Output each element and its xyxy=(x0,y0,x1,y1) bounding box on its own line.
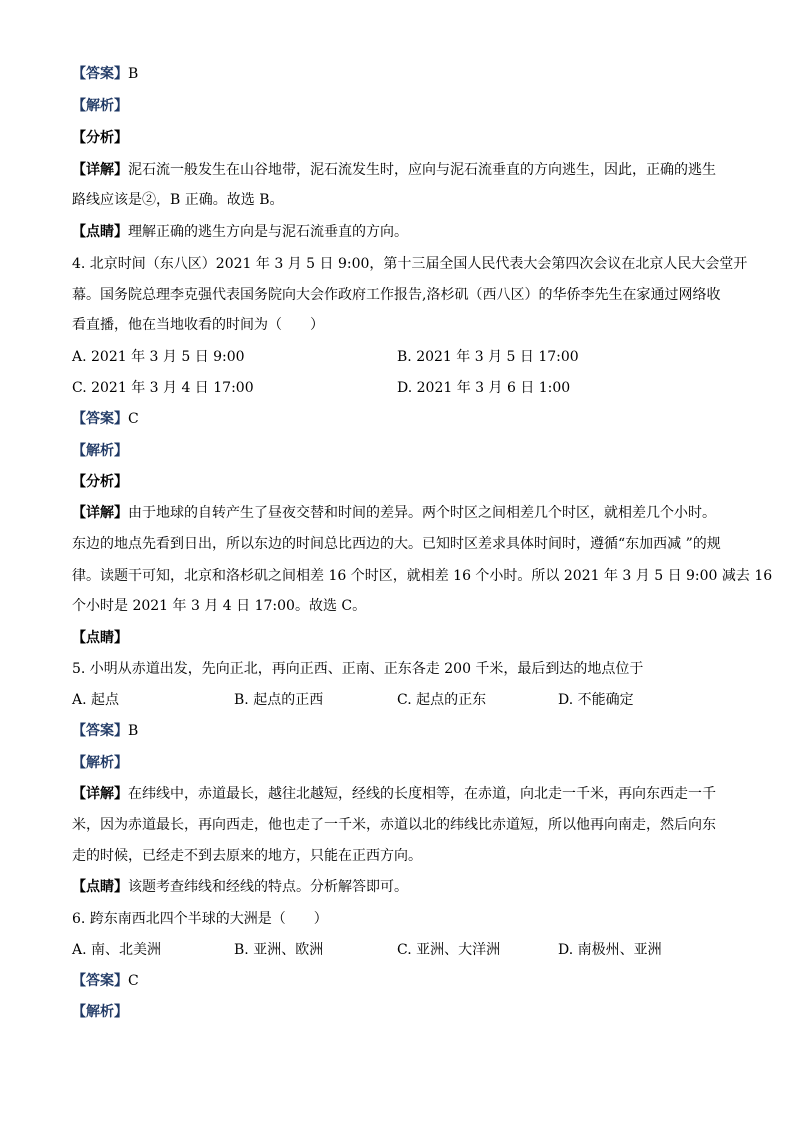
q6-option-b: B. 亚洲、欧洲 xyxy=(234,942,324,958)
q4-option-d: D. 2021 年 3 月 6 日 1:00 xyxy=(397,380,571,396)
detail-label: 【详解】 xyxy=(72,786,128,802)
q4-analysis-line xyxy=(72,441,732,461)
detail-text: 泥石流一般发生在山谷地带，泥石流发生时，应向与泥石流垂直的方向逃生，因此，正确的逃生 xyxy=(128,162,716,178)
q5-option-b: B. 起点的正西 xyxy=(234,692,324,708)
detail-label: 【详解】 xyxy=(72,505,128,521)
q6-option-c: C. 亚洲、大洋洲 xyxy=(397,942,501,958)
answer-label: 【答案】 xyxy=(72,66,128,82)
detail-label: 【详解】 xyxy=(72,162,128,178)
q5-stem: 5. 小明从赤道出发，先向正北，再向正西、正南、正东各走 200 千米，最后到达的地点位于 xyxy=(72,661,644,677)
analysis-label: 【解析】 xyxy=(72,755,128,771)
fenxi-label: 【分析】 xyxy=(72,130,128,146)
fenxi-label: 【分析】 xyxy=(72,474,128,490)
answer-label: 【答案】 xyxy=(72,411,128,427)
q4-stem-line-3: 看直播，他在当地收看的时间为（ ） xyxy=(72,317,324,333)
q4-fenxi-line xyxy=(72,472,732,492)
answer-label: 【答案】 xyxy=(72,723,128,739)
q3-answer-line xyxy=(72,64,732,84)
q5-answer-line xyxy=(72,721,732,741)
q4-detail-line-1 xyxy=(72,503,732,523)
dianjing-text: 该题考查纬线和经线的特点。分析解答即可。 xyxy=(128,879,408,895)
q4-detail-line-2: 东边的地点先看到日出，所以东边的时间总比西边的大。已知时区差求具体时间时，遵循“东加西减 ”的规 xyxy=(72,536,721,552)
q4-detail-line-3: 律。读题干可知，北京和洛杉矶之间相差 16 个时区，就相差 16 个小时。所以 2021 年 3 月 5 日 9:00 减去 16 xyxy=(72,568,773,584)
q6-option-a: A. 南、北美洲 xyxy=(72,942,162,958)
q6-stem: 6. 跨东南西北四个半球的大洲是（ ） xyxy=(72,911,328,927)
answer-label: 【答案】 xyxy=(72,973,128,989)
q6-analysis-line xyxy=(72,1002,732,1022)
analysis-label: 【解析】 xyxy=(72,98,128,114)
answer-value: B xyxy=(128,723,139,739)
dianjing-label: 【点睛】 xyxy=(72,879,128,895)
q5-detail-line-2: 米，因为赤道最长，再向西走，他也走了一千米，赤道以北的纬线比赤道短，所以他再向南走，然后向东 xyxy=(72,817,716,833)
answer-value: C xyxy=(128,411,139,427)
answer-value: B xyxy=(128,66,139,82)
detail-text: 在纬线中，赤道最长，越往北越短，经线的长度相等，在赤道，向北走一千米，再向东西走一千 xyxy=(128,786,716,802)
q3-detail-line-2: 路线应该是②，B 正确。故选 B。 xyxy=(72,192,284,208)
analysis-label: 【解析】 xyxy=(72,1004,128,1020)
q5-detail-line-3: 走的时候，已经走不到去原来的地方，只能在正西方向。 xyxy=(72,848,422,864)
q5-option-a: A. 起点 xyxy=(72,692,120,708)
q3-detail-line-1 xyxy=(72,160,732,180)
q4-stem-line-2: 幕。国务院总理李克强代表国务院向大会作政府工作报告,洛杉矶（西八区）的华侨李先生在家通过网络收 xyxy=(72,287,721,303)
q3-analysis-line xyxy=(72,96,732,116)
q6-answer-line xyxy=(72,971,732,991)
q4-option-a: A. 2021 年 3 月 5 日 9:00 xyxy=(72,349,245,365)
q5-analysis-line xyxy=(72,753,732,773)
q4-detail-line-4: 个小时是 2021 年 3 月 4 日 17:00。故选 C。 xyxy=(72,598,367,614)
q3-fenxi-line xyxy=(72,128,732,148)
q5-dianjing-line xyxy=(72,877,732,897)
detail-text: 由于地球的自转产生了昼夜交替和时间的差异。两个时区之间相差几个时区，就相差几个小时。 xyxy=(128,505,716,521)
q5-option-d: D. 不能确定 xyxy=(558,692,634,708)
q5-option-c: C. 起点的正东 xyxy=(397,692,487,708)
answer-value: C xyxy=(128,973,139,989)
q4-option-b: B. 2021 年 3 月 5 日 17:00 xyxy=(397,349,579,365)
analysis-label: 【解析】 xyxy=(72,443,128,459)
q4-stem-line-1: 4. 北京时间（东八区）2021 年 3 月 5 日 9:00，第十三届全国人民代表大会第四次会议在北京人民大会堂开 xyxy=(72,256,748,272)
q3-dianjing-line xyxy=(72,222,732,242)
q4-dianjing-line xyxy=(72,628,732,648)
dianjing-text: 理解正确的逃生方向是与泥石流垂直的方向。 xyxy=(128,224,408,240)
q4-option-c: C. 2021 年 3 月 4 日 17:00 xyxy=(72,380,254,396)
q6-option-d: D. 南极州、亚洲 xyxy=(558,942,662,958)
dianjing-label: 【点睛】 xyxy=(72,224,128,240)
q5-detail-line-1 xyxy=(72,784,732,804)
q4-answer-line xyxy=(72,409,732,429)
dianjing-label: 【点睛】 xyxy=(72,630,128,646)
